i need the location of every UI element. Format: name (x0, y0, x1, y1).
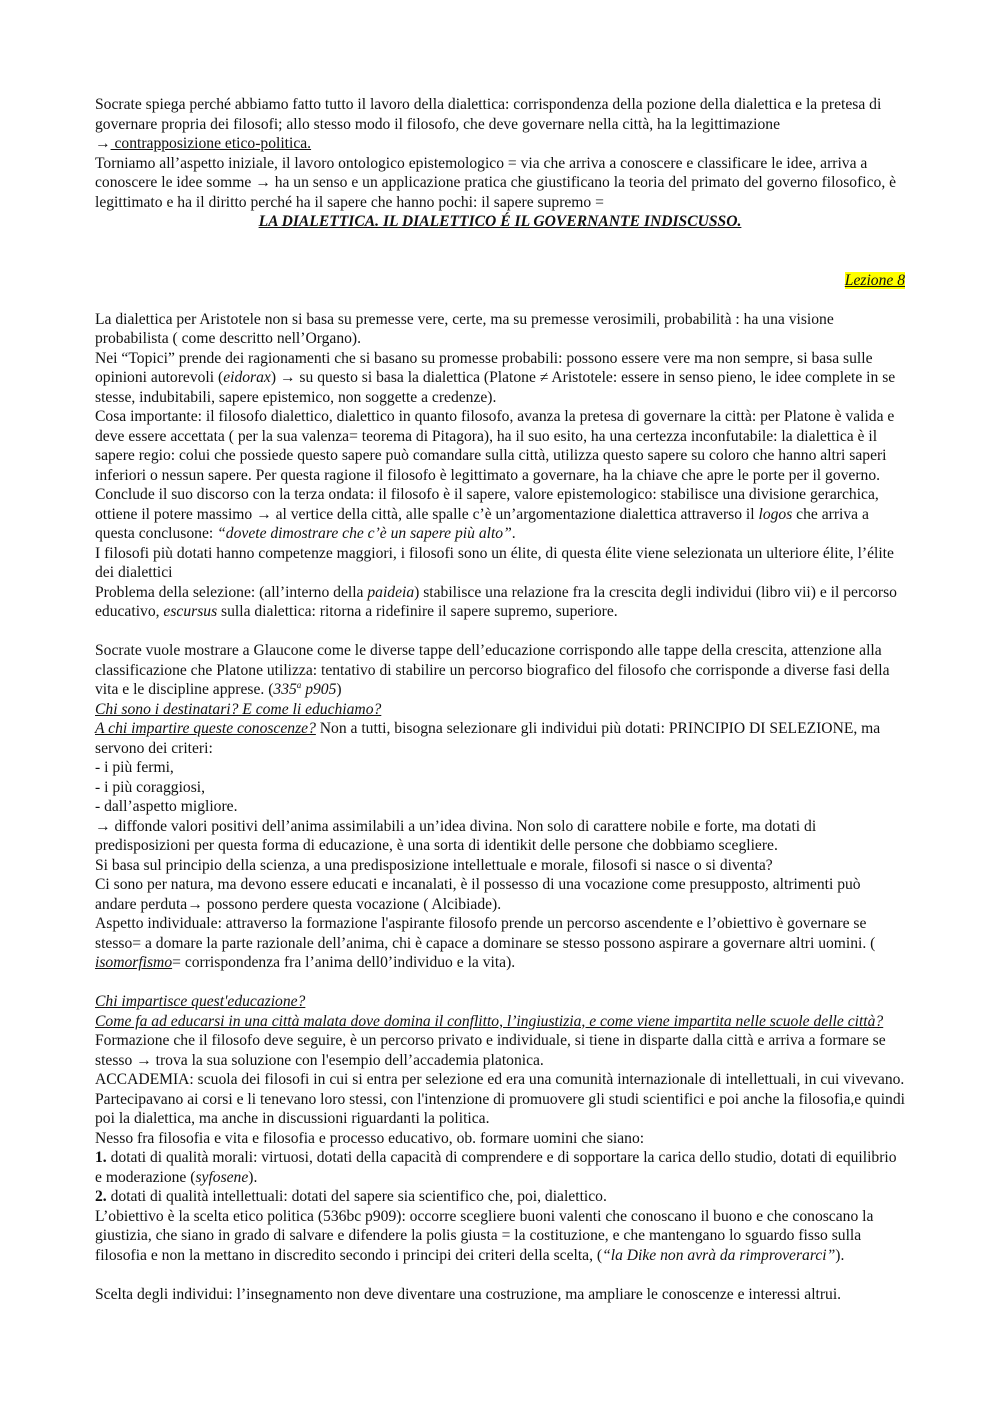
paragraph-glaucone: Socrate vuole mostrare a Glaucone come le diverse tappe dell’educazione corrispondo alle tappe della crescita, attenzione alla classificazione che Platone utilizza: tentativo di stabilire un percorso biografico del filosofo che corrisponde a diverse fasi della vita e le discipline apprese. (335$^a$ p905) (95, 642, 890, 698)
question-citta-malata: Come fa ad educarsi in una città malata dove domina il conflitto, l’ingiustizia, e come viene impartita nelle scuole delle città? (95, 1012, 884, 1030)
paragraph-sapere-regio: Cosa importante: il filosofo dialettico, dialettico in quanto filosofo, avanza la pretesa di governare la città: per Platone è valida e deve essere accettata ( per la sua valenza= teorema di Pitagora), ha il suo esito, ha una certezza inconfutabile: la dialettica è il sapere regio: colui che possiede questo sapere può comandare sulla città, utilizza questo sapere su coloro che hanno altri saperi inferiori o nessun sapere. Per questa ragione il filosofo è legittimato a governare, ha la chiave che apre le porte per il governo. Conclude il suo discorso con la terza ondata: il filosofo è il sapere, valore epistemologico: stabilisce una divisione gerarchica, ottiene il potere massimo → al vertice della città, alle spalle c’è un’argomentazione dialettica attraverso il logos che arriva a questa conclusone: “dovete dimostrare che c’è un sapere più alto”. (95, 408, 895, 542)
paragraph-topici: Nei “Topici” prende dei ragionamenti che si basano su promesse probabili: possono essere vere ma non sempre, si basa sulle opinioni autorevoli (eidorax) → su questo si basa la dialettica (Platone ≠ Aristotele: essere in senso pieno, le idee complete in se stesse, indubitabili, sapere epistemico, non soggette a credenze). (95, 349, 896, 406)
reference-335a: 335$^a$ p905 (273, 679, 337, 698)
spacer (95, 973, 905, 993)
spacer (95, 290, 905, 310)
paragraph-selezione: Problema della selezione: (all’interno della paideia) stabilisce una relazione fra la crescita degli individui (libro vii) e il percorso educativo, escursus sulla dialettica: ritorna a ridefinire il sapere supremo, superiore. (95, 583, 897, 620)
lesson-label: Lezione 8 (844, 271, 905, 289)
numbered-item-2: 2. dotati di qualità intellettuali: dotati del sapere sia scientifico che, poi, dialettico. (95, 1188, 607, 1205)
paragraph-nesso: Nesso fra filosofia e vita e filosofia e processo educativo, ob. formare uomini che siano: (95, 1129, 645, 1147)
quote-dike: “la Dike non avrà da rimproverarci” (602, 1246, 836, 1264)
arrow-glyph: → (95, 135, 111, 152)
paragraph-impartire: A chi impartire queste conoscenze? Non a tutti, bisogna selezionare gli individui più dotati: PRINCIPIO DI SELEZIONE, ma servono dei criteri: (95, 720, 881, 757)
question-impartire: A chi impartire queste conoscenze? (95, 720, 316, 737)
paragraph-obiettivo: L’obiettivo è la scelta etico politica (536bc p909): occorre scegliere buoni valenti che conoscano il buono e che conoscano la giustizia, che siano in grado di salvare e difendere la polis giusta = la costituzione, e che mantengano lo sguardo fisso sulla filosofia e non la mettano in discredito secondo i principi dei criteri della scelta, (“la Dike non avrà da rimproverarci”). (95, 1207, 874, 1264)
paragraph-elite: I filosofi più dotati hanno competenze maggiori, i filosofi sono un élite, di questa élite viene selezionata un ulteriore élite, l’élite dei dialettici (95, 544, 894, 581)
list-item: - dall’aspetto migliore. (95, 798, 238, 815)
list-item: - i più fermi, (95, 759, 174, 776)
paragraph-accademia: ACCADEMIA: scuola dei filosofi in cui si entra per selezione ed era una comunità internazionale di intellettuali, in cui vivevano. Partecipavano ai corsi e li tenevano loro stessi, con l'intenzione di promuovere gli studi scientifici e poi anche la filosofia,e quindi poi la dialettica, ma anche in discussioni riguardanti la politica. (95, 1071, 905, 1127)
spacer (95, 622, 905, 642)
lesson-label-row (95, 271, 905, 291)
paragraph-scienza: Si basa sul principio della scienza, a una predisposizione intellettuale e morale, filosofi si nasce o si diventa? (95, 856, 773, 874)
term-syfosene: syfosene (195, 1168, 249, 1186)
term-logos: logos (758, 505, 793, 523)
spacer (95, 1265, 905, 1285)
contrapposizione-link: contrapposizione etico-politica. (110, 135, 312, 152)
question-chi-impartisce: Chi impartisce quest'educazione? (95, 993, 306, 1010)
paragraph-valori: → diffonde valori positivi dell’anima assimilabili a un’idea divina. Non solo di carattere nobile e forte, ma dotati di predisposizioni per questa forma di educazione, è una sorta di identikit delle persone che dobbiamo scegliere. (95, 817, 817, 854)
intro-paragraph-2: Torniamo all’aspetto iniziale, il lavoro ontologico epistemologico = via che arriva a conoscere e classificare le idee, arriva a conoscere le idee somme → ha un senso e un applicazione pratica che giustificano la teoria del primato del governo filosofico, è legittimato e ha il diritto perché ha il sapere che hanno pochi: il sapere supremo = (95, 154, 897, 211)
list-item: - i più coraggiosi, (95, 778, 206, 796)
term-eidorax: eidorax (223, 369, 271, 386)
section-title: LA DIALETTICA. IL DIALETTICO É IL GOVERNANTE INDISCUSSO. (258, 213, 742, 230)
intro-paragraph-1: Socrate spiega perché abbiamo fatto tutto il lavoro della dialettica: corrispondenza della pozione della dialettica e la pretesa di governare propria dei filosofi; allo stesso modo il filosofo, che deve governare nella città, ha la legittimazione → contrapposizione etico-politica. (95, 96, 882, 152)
paragraph-scelta: Scelta degli individui: l’insegnamento non deve diventare una costruzione, ma ampliare le conoscenze e interessi altrui. (95, 1285, 842, 1303)
term-paideia: paideia (367, 583, 415, 601)
question-destinatari: Chi sono i destinatari? E come li educhiamo? (95, 700, 382, 718)
term-escursus: escursus (163, 603, 218, 620)
term-isomorfismo: isomorfismo (95, 954, 173, 971)
paragraph-aristotele: La dialettica per Aristotele non si basa su premesse vere, certe, ma su premesse verosimili, probabilità : ha una visione probabilista ( come descritto nell’Organo). (95, 310, 834, 347)
paragraph-formazione: Come fa ad educarsi in una città malata dove domina il conflitto, l’ingiustizia, e come viene impartita nelle scuole delle città? Formazione che il filosofo deve seguire, è un percorso privato e individuale, si tiene in disparte dalla città e arriva a formare se stesso → trova la sua soluzione con l'esempio dell’accademia platonica. (95, 1012, 886, 1069)
paragraph-aspetto-individuale: Aspetto individuale: attraverso la formazione l'aspirante filosofo prende un percorso ascendente e l’obiettivo è governare se stesso= a domare la parte razionale dell’anima, chi è capace a dominare se stesso possono aspirare a governare altri uomini. ( isomorfismo= corrispondenza fra l’anima dell0’individuo e la vita). (95, 915, 876, 971)
paragraph-natura: Ci sono per natura, ma devono essere educati e incanalati, è il possesso di una vocazione come presupposto, altrimenti può andare perduta→ possono perdere questa vocazione ( Alcibiade). (95, 876, 861, 913)
quote-sapere-alto: “dovete dimostrare che c’è un sapere più alto” (217, 525, 512, 542)
numbered-item-1: 1. dotati di qualità morali: virtuosi, dotati della capacità di comprendere e di sopportare la carica dello studio, dotati di equilibrio e moderazione (syfosene). (95, 1149, 897, 1186)
